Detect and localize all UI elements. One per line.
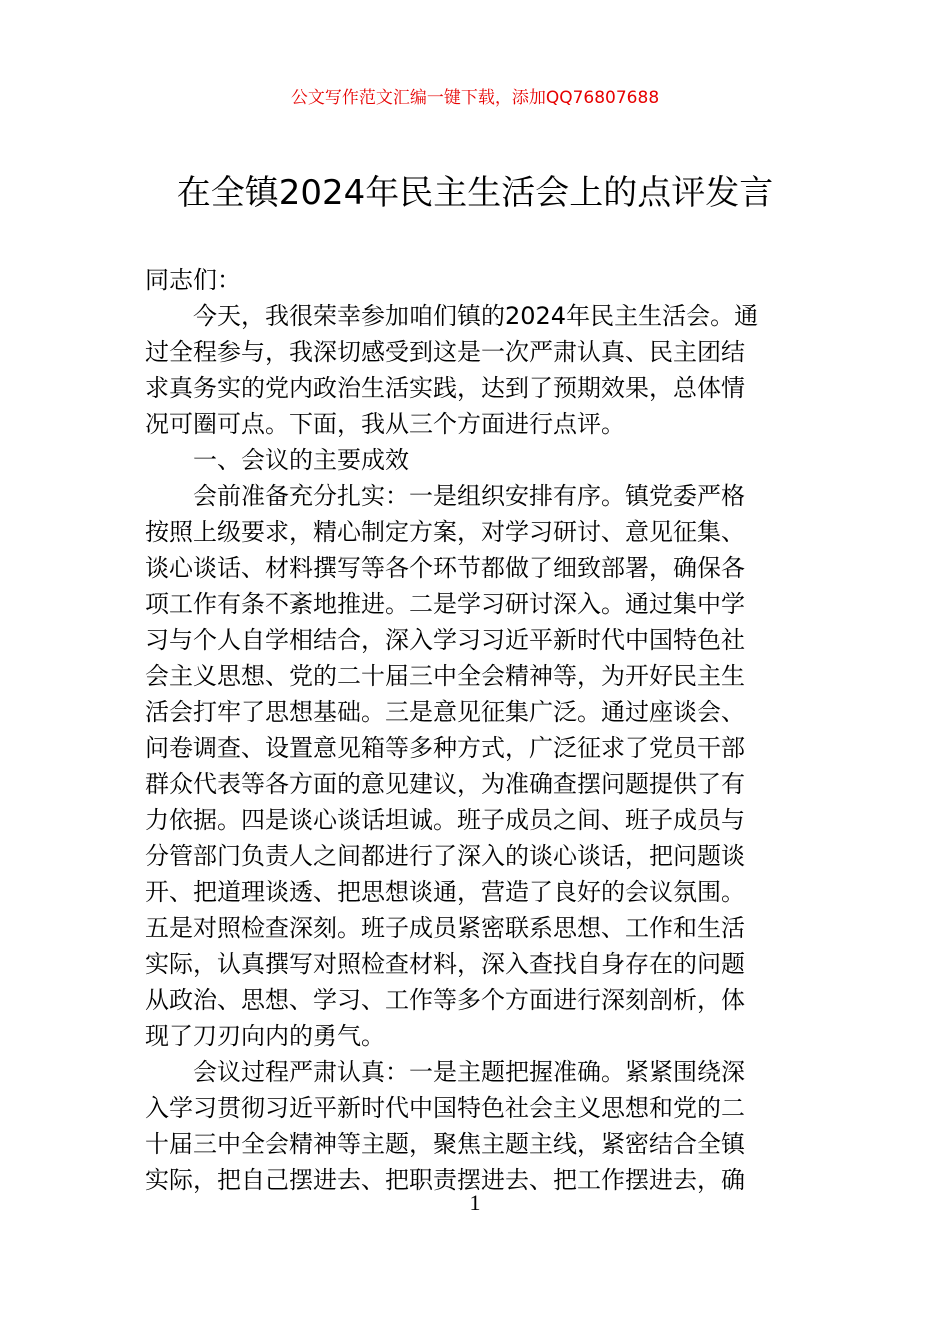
document-body: [145, 262, 810, 1198]
body-line: 同志们：: [145, 266, 241, 294]
body-line: 项工作有条不紊地推进。二是学习研讨深入。通过集中学: [145, 590, 745, 618]
body-line: 按照上级要求，精心制定方案，对学习研讨、意见征集、: [145, 518, 745, 546]
body-line: 实际，认真撰写对照检查材料，深入查找自身存在的问题: [145, 950, 745, 978]
body-line: 习与个人自学相结合，深入学习习近平新时代中国特色社: [145, 626, 745, 654]
body-line: 一、会议的主要成效: [193, 446, 409, 474]
document-title: 在全镇2024年民主生活会上的点评发言: [176, 173, 774, 213]
body-line: 会议过程严肃认真：一是主题把握准确。紧紧围绕深: [193, 1058, 745, 1086]
body-line: 活会打牢了思想基础。三是意见征集广泛。通过座谈会、: [145, 698, 745, 726]
body-line: 开、把道理谈透、把思想谈通，营造了良好的会议氛围。: [145, 878, 745, 906]
body-line: 会主义思想、党的二十届三中全会精神等，为开好民主生: [145, 662, 745, 690]
page-number: 1: [469, 1190, 481, 1215]
body-line: 入学习贯彻习近平新时代中国特色社会主义思想和党的二: [145, 1094, 745, 1122]
body-line: 求真务实的党内政治生活实践，达到了预期效果，总体情: [145, 374, 745, 402]
body-line: 从政治、思想、学习、工作等多个方面进行深刻剖析，体: [145, 986, 745, 1014]
body-line: 况可圈可点。下面，我从三个方面进行点评。: [145, 410, 625, 438]
body-line: 分管部门负责人之间都进行了深入的谈心谈话，把问题谈: [145, 842, 745, 870]
body-line: 十届三中全会精神等主题，聚焦主题主线，紧密结合全镇: [145, 1130, 745, 1158]
body-line: 五是对照检查深刻。班子成员紧密联系思想、工作和生活: [145, 914, 745, 942]
body-line: 群众代表等各方面的意见建议，为准确查摆问题提供了有: [145, 770, 745, 798]
body-line: 实际，把自己摆进去、把职责摆进去、把工作摆进去，确: [145, 1166, 745, 1194]
body-line: 力依据。四是谈心谈话坦诚。班子成员之间、班子成员与: [145, 806, 745, 834]
body-line: 现了刀刃向内的勇气。: [145, 1022, 385, 1050]
body-line: 问卷调查、设置意见箱等多种方式，广泛征求了党员干部: [145, 734, 745, 762]
body-line: 谈心谈话、材料撰写等各个环节都做了细致部署，确保各: [145, 554, 745, 582]
body-line: 会前准备充分扎实：一是组织安排有序。镇党委严格: [193, 482, 745, 510]
body-line: 今天，我很荣幸参加咱们镇的2024年民主生活会。通: [193, 302, 759, 330]
promo-banner: 公文写作范文汇编一键下载，添加QQ76807688: [290, 88, 660, 108]
body-line: 过全程参与，我深切感受到这是一次严肃认真、民主团结: [145, 338, 745, 366]
